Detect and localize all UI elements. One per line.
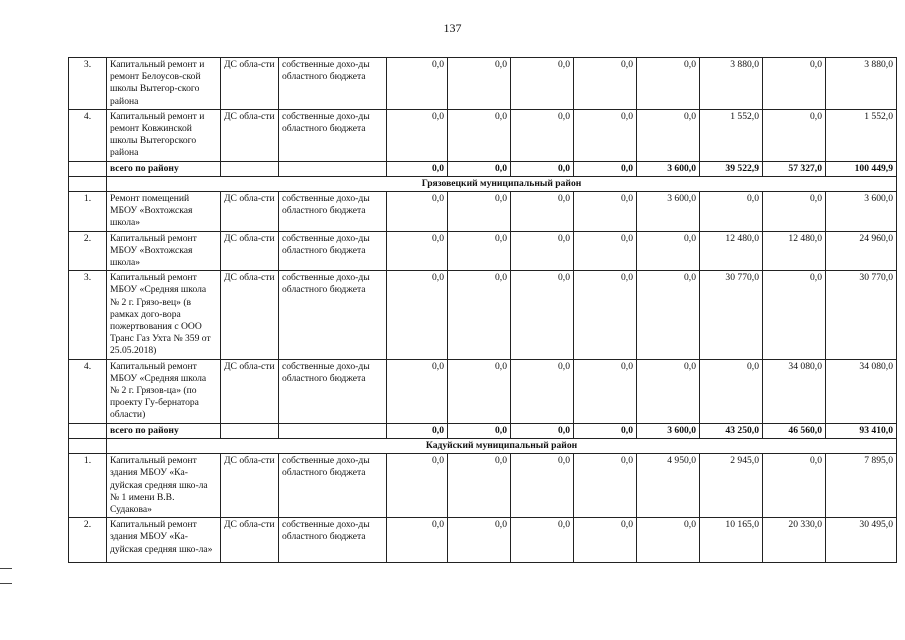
amount-cell: 0,0	[511, 231, 574, 271]
total-amount: 57 327,0	[763, 161, 826, 176]
total-amount: 0,0	[448, 423, 511, 438]
amount-cell: 0,0	[511, 359, 574, 423]
page-number: 137	[443, 21, 462, 35]
amount-cell: 0,0	[763, 58, 826, 110]
amount-cell: 12 480,0	[700, 231, 763, 271]
applicant: ДС обла-сти	[221, 518, 279, 563]
section-row	[69, 438, 897, 453]
amount-cell: 0,0	[574, 58, 637, 110]
amount-cell: 0,0	[448, 109, 511, 161]
total-empty-cell	[69, 423, 107, 438]
amount-cell: 20 330,0	[763, 518, 826, 563]
amount-cell: 0,0	[700, 192, 763, 232]
amount-cell: 0,0	[637, 231, 700, 271]
object-name: Ремонт помещений МБОУ «Вохтожская школа»	[107, 192, 221, 232]
amount-cell: 0,0	[387, 271, 448, 359]
amount-cell: 0,0	[574, 271, 637, 359]
total-label: всего по району	[107, 161, 221, 176]
amount-cell: 12 480,0	[763, 231, 826, 271]
section-title: Грязовецкий муниципальный район	[107, 176, 897, 191]
amount-cell: 0,0	[448, 58, 511, 110]
object-name: Капитальный ремонт и ремонт Белоусов-ской школы Вытегор-ского района	[107, 58, 221, 110]
total-empty-cell	[279, 161, 387, 176]
amount-cell: 0,0	[387, 454, 448, 518]
total-empty-cell	[221, 161, 279, 176]
total-amount: 46 560,0	[763, 423, 826, 438]
amount-cell: 34 080,0	[826, 359, 897, 423]
amount-cell: 0,0	[448, 231, 511, 271]
applicant: ДС обла-сти	[221, 192, 279, 232]
funding-source: собственные дохо-ды областного бюджета	[279, 109, 387, 161]
section-empty-cell	[69, 176, 107, 191]
row-number: 1.	[69, 192, 107, 232]
amount-cell: 2 945,0	[700, 454, 763, 518]
section-row	[69, 176, 897, 191]
total-empty-cell	[69, 161, 107, 176]
row-number: 4.	[69, 359, 107, 423]
total-row	[69, 423, 897, 438]
table-row	[69, 231, 897, 271]
amount-cell: 3 880,0	[700, 58, 763, 110]
amount-cell: 0,0	[387, 58, 448, 110]
total-amount: 0,0	[574, 423, 637, 438]
amount-cell: 4 950,0	[637, 454, 700, 518]
total-empty-cell	[221, 423, 279, 438]
amount-cell: 34 080,0	[763, 359, 826, 423]
funding-source: собственные дохо-ды областного бюджета	[279, 58, 387, 110]
amount-cell: 0,0	[387, 192, 448, 232]
funding-source: собственные дохо-ды областного бюджета	[279, 454, 387, 518]
total-row	[69, 161, 897, 176]
table-row	[69, 454, 897, 518]
object-name: Капитальный ремонт МБОУ «Средняя школа № 2 г. Грязо-вец» (в рамках дого-вора пожертвования с ООО Транс Газ Ухта № 359 от 25.05.2018)	[107, 271, 221, 359]
amount-cell: 3 600,0	[637, 192, 700, 232]
object-name: Капитальный ремонт МБОУ «Вохтожская школа»	[107, 231, 221, 271]
amount-cell: 3 880,0	[826, 58, 897, 110]
table-row	[69, 359, 897, 423]
total-amount: 100 449,9	[826, 161, 897, 176]
margin-mark	[0, 568, 12, 569]
amount-cell: 0,0	[448, 192, 511, 232]
amount-cell: 0,0	[511, 58, 574, 110]
amount-cell: 0,0	[700, 359, 763, 423]
margin-mark	[0, 583, 12, 584]
amount-cell: 0,0	[511, 271, 574, 359]
total-amount: 3 600,0	[637, 161, 700, 176]
object-name: Капитальный ремонт здания МБОУ «Ка-дуйская средняя шко-ла»	[107, 518, 221, 563]
amount-cell: 30 495,0	[826, 518, 897, 563]
total-amount: 0,0	[574, 161, 637, 176]
amount-cell: 30 770,0	[826, 271, 897, 359]
table-row	[69, 192, 897, 232]
row-number: 2.	[69, 231, 107, 271]
applicant: ДС обла-сти	[221, 271, 279, 359]
object-name: Капитальный ремонт здания МБОУ «Ка-дуйская средняя шко-ла № 1 имени В.В. Судакова»	[107, 454, 221, 518]
amount-cell: 0,0	[387, 231, 448, 271]
total-amount: 43 250,0	[700, 423, 763, 438]
row-number: 1.	[69, 454, 107, 518]
applicant: ДС обла-сти	[221, 58, 279, 110]
table-row	[69, 109, 897, 161]
amount-cell: 0,0	[637, 58, 700, 110]
amount-cell: 0,0	[511, 518, 574, 563]
amount-cell: 0,0	[448, 359, 511, 423]
amount-cell: 24 960,0	[826, 231, 897, 271]
row-number: 3.	[69, 271, 107, 359]
amount-cell: 0,0	[448, 454, 511, 518]
object-name: Капитальный ремонт и ремонт Ковжинской школы Вытегорского района	[107, 109, 221, 161]
funding-source: собственные дохо-ды областного бюджета	[279, 518, 387, 563]
applicant: ДС обла-сти	[221, 454, 279, 518]
amount-cell: 0,0	[637, 359, 700, 423]
total-amount: 0,0	[387, 161, 448, 176]
applicant: ДС обла-сти	[221, 109, 279, 161]
amount-cell: 0,0	[637, 109, 700, 161]
amount-cell: 0,0	[511, 454, 574, 518]
amount-cell: 7 895,0	[826, 454, 897, 518]
amount-cell: 0,0	[637, 518, 700, 563]
table-row	[69, 58, 897, 110]
amount-cell: 1 552,0	[826, 109, 897, 161]
amount-cell: 1 552,0	[700, 109, 763, 161]
total-amount: 39 522,9	[700, 161, 763, 176]
amount-cell: 3 600,0	[826, 192, 897, 232]
funding-source: собственные дохо-ды областного бюджета	[279, 231, 387, 271]
total-amount: 0,0	[448, 161, 511, 176]
amount-cell: 30 770,0	[700, 271, 763, 359]
applicant: ДС обла-сти	[221, 231, 279, 271]
amount-cell: 0,0	[763, 271, 826, 359]
row-number: 4.	[69, 109, 107, 161]
funding-source: собственные дохо-ды областного бюджета	[279, 192, 387, 232]
total-amount: 0,0	[511, 423, 574, 438]
section-title: Кадуйский муниципальный район	[107, 438, 897, 453]
amount-cell: 0,0	[574, 109, 637, 161]
object-name: Капитальный ремонт МБОУ «Средняя школа № 2 г. Грязов-ца» (по проекту Гу-бернатора области)	[107, 359, 221, 423]
row-number: 3.	[69, 58, 107, 110]
total-empty-cell	[279, 423, 387, 438]
total-amount: 0,0	[511, 161, 574, 176]
table-row	[69, 518, 897, 563]
amount-cell: 0,0	[448, 518, 511, 563]
amount-cell: 0,0	[574, 359, 637, 423]
amount-cell: 0,0	[574, 454, 637, 518]
total-amount: 0,0	[387, 423, 448, 438]
amount-cell: 0,0	[387, 109, 448, 161]
amount-cell: 0,0	[763, 192, 826, 232]
applicant: ДС обла-сти	[221, 359, 279, 423]
amount-cell: 0,0	[763, 454, 826, 518]
amount-cell: 0,0	[511, 109, 574, 161]
section-empty-cell	[69, 438, 107, 453]
total-amount: 3 600,0	[637, 423, 700, 438]
amount-cell: 0,0	[637, 271, 700, 359]
amount-cell: 10 165,0	[700, 518, 763, 563]
total-label: всего по району	[107, 423, 221, 438]
amount-cell: 0,0	[574, 518, 637, 563]
amount-cell: 0,0	[511, 192, 574, 232]
amount-cell: 0,0	[448, 271, 511, 359]
funding-source: собственные дохо-ды областного бюджета	[279, 271, 387, 359]
table-row	[69, 271, 897, 359]
row-number: 2.	[69, 518, 107, 563]
amount-cell: 0,0	[387, 359, 448, 423]
amount-cell: 0,0	[387, 518, 448, 563]
total-amount: 93 410,0	[826, 423, 897, 438]
amount-cell: 0,0	[763, 109, 826, 161]
budget-table	[68, 57, 897, 563]
amount-cell: 0,0	[574, 192, 637, 232]
amount-cell: 0,0	[574, 231, 637, 271]
funding-source: собственные дохо-ды областного бюджета	[279, 359, 387, 423]
